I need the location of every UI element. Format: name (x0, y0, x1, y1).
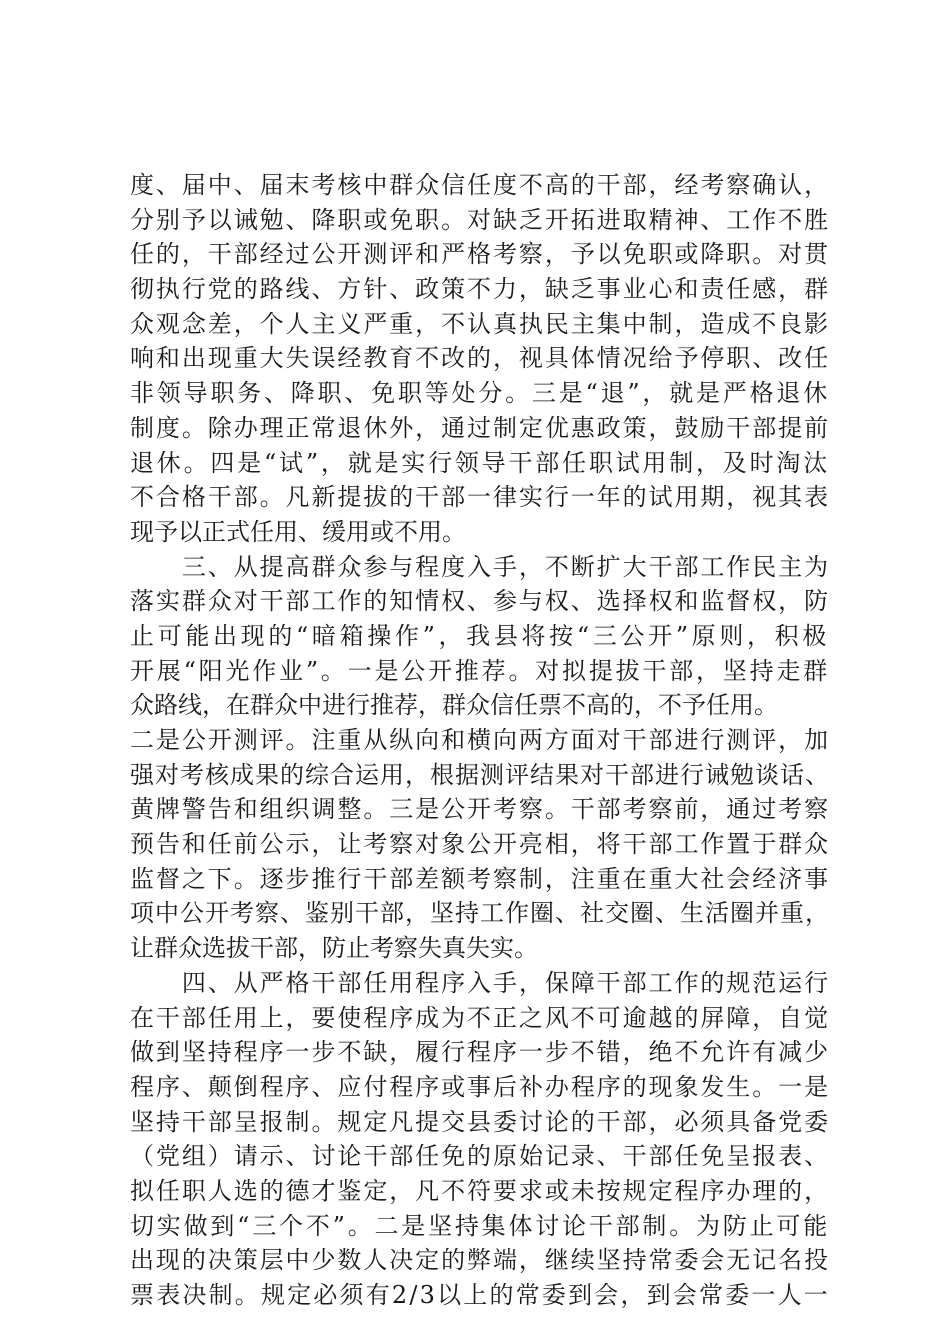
text-line: 开展“阳光作业”。一是公开推荐。对拟提拔干部，坚持走群 (130, 656, 830, 685)
text-line: 响和出现重大失误经教育不改的，视具体情况给予停职、改任 (130, 344, 830, 373)
text-line: 制度。除办理正常退休外，通过制定优惠政策，鼓励干部提前 (130, 413, 830, 442)
text-line: 二是公开测评。注重从纵向和横向两方面对干部进行测评，加 (130, 726, 830, 754)
text-line: 落实群众对干部工作的知情权、参与权、选择权和监督权，防 (130, 587, 830, 616)
text-line: 四、从严格干部任用程序入手，保障干部工作的规范运行 (130, 968, 830, 997)
text-line: 项中公开考察、鉴别干部，坚持工作圈、社交圈、生活圈并重， (130, 899, 830, 928)
text-line: 监督之下。逐步推行干部差额考察制，注重在重大社会经济事 (130, 864, 830, 893)
text-line: 众观念差，个人主义严重，不认真执民主集中制，造成不良影 (130, 309, 830, 338)
text-line: 众路线，在群众中进行推荐，群众信任票不高的，不予任用。 (130, 691, 778, 720)
text-line: 让群众选拔干部，防止考察失真失实。 (130, 934, 538, 963)
text-line: 出现的决策层中少数人决定的弊端，继续坚持常委会无记名投 (130, 1246, 830, 1275)
text-line: 强对考核成果的综合运用，根据测评结果对干部进行诫勉谈话、 (130, 760, 830, 789)
text-line: 预告和任前公示，让考察对象公开亮相，将干部工作置于群众 (130, 830, 830, 859)
text-line: 任的，干部经过公开测评和严格考察，予以免职或降职。对贯 (130, 240, 830, 269)
text-line: 三、从提高群众参与程度入手，不断扩大干部工作民主为 (130, 552, 830, 581)
text-line: （党组）请示、讨论干部任免的原始记录、干部任免呈报表、 (130, 1142, 830, 1171)
text-line: 黄牌警告和组织调整。三是公开考察。干部考察前，通过考察 (130, 795, 830, 824)
text-line: 分别予以诫勉、降职或免职。对缺乏开拓进取精神、工作不胜 (130, 205, 830, 234)
text-line: 退休。四是“试”，就是实行领导干部任职试用制，及时淘汰 (130, 448, 830, 477)
text-line: 现予以正式任用、缓用或不用。 (130, 517, 466, 546)
text-line: 程序、颠倒程序、应付程序或事后补办程序的现象发生。一是 (130, 1072, 830, 1101)
text-line: 不合格干部。凡新提拔的干部一律实行一年的试用期，视其表 (130, 483, 830, 512)
text-line: 切实做到“三个不”。二是坚持集体讨论干部制。为防止可能 (130, 1211, 830, 1240)
text-line: 在干部任用上，要使程序成为不正之风不可逾越的屏障，自觉 (130, 1003, 830, 1032)
text-line: 票表决制。规定必须有2/3以上的常委到会，到会常委一人一 (130, 1281, 830, 1309)
text-line: 坚持干部呈报制。规定凡提交县委讨论的干部，必须具备党委 (130, 1107, 830, 1136)
text-line: 非领导职务、降职、免职等处分。三是“退”，就是严格退休 (130, 379, 830, 408)
text-line: 做到坚持程序一步不缺，履行程序一步不错，绝不允许有减少 (130, 1038, 830, 1067)
text-line: 彻执行党的路线、方针、政策不力，缺乏事业心和责任感，群 (130, 275, 830, 304)
document-body (130, 168, 830, 1313)
text-line: 度、届中、届末考核中群众信任度不高的干部，经考察确认， (130, 171, 830, 199)
text-line: 止可能出现的“暗箱操作”，我县将按“三公开”原则，积极 (130, 621, 830, 650)
text-line: 拟任职人选的德才鉴定，凡不符要求或未按规定程序办理的， (130, 1176, 830, 1205)
